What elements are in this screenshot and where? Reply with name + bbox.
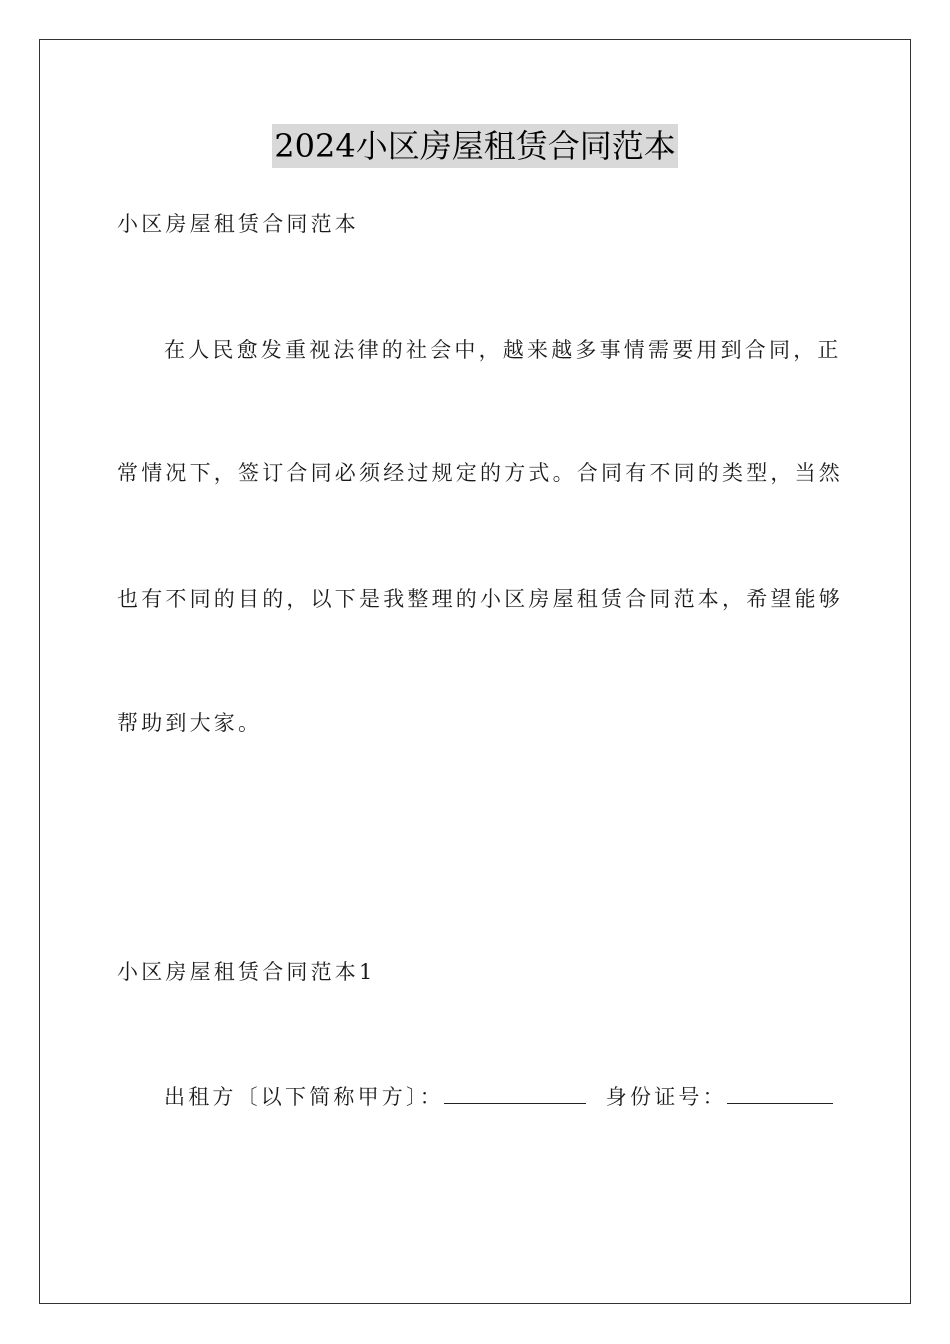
intro-line-1: 在人民愈发重视法律的社会中，越来越多事情需要用到合同，正 — [164, 338, 842, 362]
intro-line-4: 帮助到大家。 — [117, 711, 263, 735]
document-title: 2024小区房屋租赁合同范本 — [272, 124, 677, 168]
id-label: 身份证号： — [605, 1085, 727, 1109]
intro-line-2: 常情况下，签订合同必须经过规定的方式。合同有不同的类型，当然 — [117, 461, 843, 485]
lessor-row — [164, 1083, 844, 1111]
intro-line-3: 也有不同的目的，以下是我整理的小区房屋租赁合同范本，希望能够 — [117, 587, 843, 611]
lessor-label: 出租方〔以下简称甲方〕： — [164, 1085, 444, 1109]
title-container — [0, 124, 950, 168]
section-heading: 小区房屋租赁合同范本1 — [117, 960, 376, 984]
document-subtitle: 小区房屋租赁合同范本 — [117, 212, 359, 236]
id-number-blank[interactable] — [727, 1085, 833, 1104]
lessor-name-blank[interactable] — [444, 1085, 586, 1104]
